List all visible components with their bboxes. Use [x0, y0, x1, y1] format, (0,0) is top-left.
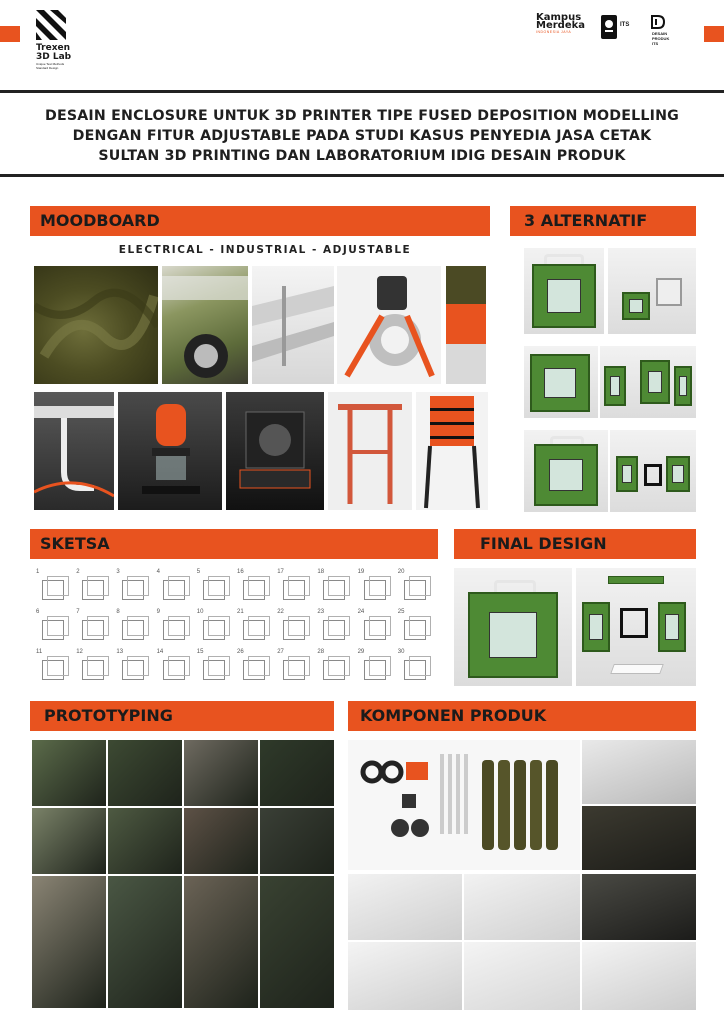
component-photo — [582, 806, 696, 870]
component-photo — [348, 874, 462, 940]
sketch-number: 28 — [317, 649, 325, 655]
sketch-cell — [114, 568, 154, 608]
sketch-drawing-offset — [168, 656, 190, 676]
title-rule-top — [0, 90, 724, 93]
sketch-cell — [155, 568, 195, 608]
sketch-drawing-offset — [409, 576, 431, 596]
sketch-cell — [235, 568, 275, 608]
header-accent-left — [0, 26, 20, 42]
prototyping-photo — [32, 808, 106, 874]
sketch-cell — [155, 608, 195, 648]
sketch-drawing-offset — [47, 616, 69, 636]
sketch-drawing-offset — [208, 576, 230, 596]
sketch-drawing-offset — [208, 616, 230, 636]
sketch-number: 12 — [76, 649, 83, 655]
sketch-drawing-offset — [248, 616, 270, 636]
sketch-number: 3 — [116, 569, 120, 575]
sketch-number: 29 — [357, 649, 365, 655]
component-photo — [464, 874, 580, 940]
sketch-drawing-offset — [248, 576, 270, 596]
desain-produk-line-3: ITS — [652, 41, 659, 46]
alternative-2-exploded-render — [600, 346, 696, 418]
color-swatch-olive — [446, 266, 486, 304]
final-design-heading: FINAL DESIGN — [480, 534, 607, 553]
sketch-grid — [34, 568, 436, 688]
sketch-number: 16 — [237, 569, 244, 575]
sketch-drawing-offset — [47, 656, 69, 676]
prototyping-photo — [260, 740, 334, 806]
sketch-drawing-offset — [127, 616, 149, 636]
sketch-cell — [34, 608, 74, 648]
sketch-drawing-offset — [87, 656, 109, 676]
sketch-cell — [356, 568, 396, 608]
sketch-drawing-offset — [369, 656, 391, 676]
sketch-drawing-offset — [288, 576, 310, 596]
sketch-cell — [195, 568, 235, 608]
sketch-number: 1 — [36, 569, 40, 575]
final-top-panel — [608, 576, 664, 584]
sketch-number: 19 — [357, 569, 365, 575]
prototyping-heading: PROTOTYPING — [44, 706, 173, 725]
alternative-3-exploded-render — [610, 430, 696, 512]
trexen-logo-mark-icon — [36, 10, 66, 40]
sketch-cell — [195, 608, 235, 648]
sketch-number: 9 — [156, 609, 160, 615]
sketch-drawing-offset — [409, 616, 431, 636]
sketch-drawing-offset — [328, 656, 350, 676]
moodboard-orange-device-photo — [118, 392, 222, 510]
kampus-merdeka-logo — [536, 14, 586, 34]
alt3-exploded-panel-b — [666, 456, 690, 492]
prototyping-photo — [108, 808, 182, 874]
sketch-cell — [315, 608, 355, 648]
sketch-number: 17 — [277, 569, 284, 575]
sketch-number: 30 — [397, 649, 405, 655]
sketch-number: 15 — [196, 649, 204, 655]
poster-title — [40, 106, 684, 166]
sketch-cell — [275, 648, 315, 688]
sketch-cell — [74, 608, 114, 648]
moodboard-heading: MOODBOARD — [40, 211, 160, 230]
sketch-number: 6 — [36, 609, 40, 615]
component-photo — [582, 874, 696, 940]
sketch-cell — [34, 568, 74, 608]
sketch-drawing-offset — [248, 656, 270, 676]
kampus-merdeka-line-2: Merdeka — [536, 20, 586, 31]
sketch-drawing-offset — [328, 616, 350, 636]
sketch-cell — [396, 568, 436, 608]
header-accent-right — [704, 26, 724, 42]
final-design-exploded-render — [576, 568, 696, 686]
desain-produk-line-1: DESAIN — [652, 31, 668, 36]
final-design-assembled-render — [454, 568, 572, 686]
title-line-3: SULTAN 3D PRINTING DAN LABORATORIUM IDIG DESAIN PRODUK — [98, 148, 626, 164]
dp-monogram-icon — [650, 14, 666, 30]
sketch-cell — [34, 648, 74, 688]
final-cube — [468, 592, 558, 678]
sketch-cell — [315, 648, 355, 688]
alt3-exploded-panel-a — [616, 456, 638, 492]
alt2-exploded-panel-c — [674, 366, 692, 406]
sketch-drawing-offset — [328, 576, 350, 596]
its-logo — [600, 14, 640, 44]
moodboard-vintage-car-photo — [162, 266, 248, 384]
lab-name-line-1: Trexen — [36, 43, 71, 53]
sketch-number: 4 — [156, 569, 160, 575]
sketch-cell — [275, 608, 315, 648]
desain-produk-logo — [650, 14, 686, 48]
prototyping-photo — [32, 740, 106, 806]
title-line-1: DESAIN ENCLOSURE UNTUK 3D PRINTER TIPE FUSED DEPOSITION MODELLING — [44, 108, 680, 124]
sketch-number: 11 — [36, 649, 43, 655]
alternative-3-assembled-render — [524, 430, 608, 512]
moodboard-ladder-photo — [416, 392, 488, 510]
prototyping-photo — [260, 876, 334, 1008]
alt1-cube — [532, 264, 596, 328]
sketch-drawing-offset — [168, 576, 190, 596]
final-side-panel-right — [658, 602, 686, 652]
alternative-2-assembled-render — [524, 346, 598, 418]
alt1-exploded-panel-b — [656, 278, 682, 306]
sketch-number: 5 — [196, 569, 201, 575]
sketch-drawing-offset — [288, 616, 310, 636]
sketch-number: 7 — [76, 609, 80, 615]
sketch-cell — [356, 608, 396, 648]
kampus-merdeka-line-3: INDONESIA JAYA — [536, 30, 572, 34]
sketch-number: 24 — [357, 609, 365, 615]
moodboard-keywords: ELECTRICAL - INDUSTRIAL - ADJUSTABLE — [118, 244, 412, 256]
sketch-drawing-offset — [288, 656, 310, 676]
lab-tagline: Unique Test Methods Standard Design — [36, 62, 65, 70]
sketch-number: 23 — [317, 609, 325, 615]
sketch-drawing-offset — [127, 656, 149, 676]
sketch-number: 22 — [277, 609, 284, 615]
sketch-cell — [396, 648, 436, 688]
prototyping-photo — [260, 808, 334, 874]
sketch-cell — [195, 648, 235, 688]
title-line-2: DENGAN FITUR ADJUSTABLE PADA STUDI KASUS PENYEDIA JASA CETAK — [72, 128, 652, 144]
prototyping-photo — [108, 876, 182, 1008]
moodboard-olive-fabric-photo — [34, 266, 158, 384]
its-emblem-icon — [600, 14, 618, 40]
alternative-1-assembled-render — [524, 248, 604, 334]
sketch-number: 10 — [196, 609, 204, 615]
kampus-merdeka-line-1: Kampus — [536, 12, 582, 23]
trexen-logo — [36, 10, 76, 70]
sketch-number: 18 — [317, 569, 325, 575]
sketch-drawing-offset — [168, 616, 190, 636]
sketch-cell — [114, 608, 154, 648]
sketch-drawing-offset — [87, 576, 109, 596]
sketch-drawing-offset — [369, 616, 391, 636]
prototyping-photo — [184, 808, 258, 874]
sketch-drawing-offset — [369, 576, 391, 596]
sketch-number: 25 — [397, 609, 405, 615]
color-swatch-orange — [446, 304, 486, 344]
sketch-number: 2 — [76, 569, 80, 575]
final-printer-frame — [620, 608, 648, 638]
sketch-drawing-offset — [208, 656, 230, 676]
sketch-cell — [114, 648, 154, 688]
alt2-exploded-panel-b — [640, 360, 670, 404]
sketch-cell — [356, 648, 396, 688]
alt3-printer-frame — [644, 464, 662, 486]
alt1-exploded-panel-a — [622, 292, 650, 320]
prototyping-photo-grid — [32, 740, 334, 1010]
desain-produk-line-2: PRODUK — [652, 36, 670, 41]
sketch-drawing-offset — [47, 576, 69, 596]
sketch-drawing-offset — [409, 656, 431, 676]
component-photo — [582, 942, 696, 1010]
title-rule-bottom — [0, 174, 724, 177]
its-label: ITS — [620, 22, 630, 28]
component-photo — [582, 740, 696, 804]
moodboard-cable-tray-photo — [252, 266, 334, 384]
sketch-cell — [235, 608, 275, 648]
alternative-1-exploded-render — [608, 248, 696, 334]
sketch-cell — [74, 568, 114, 608]
moodboard-cable-hook-photo — [34, 392, 114, 510]
prototyping-photo — [184, 740, 258, 806]
sketch-cell — [315, 568, 355, 608]
component-photo-grid — [348, 740, 696, 1010]
sketch-cell — [275, 568, 315, 608]
sketch-number: 26 — [237, 649, 244, 655]
prototyping-photo — [32, 876, 106, 1008]
sketch-cell — [235, 648, 275, 688]
sketch-number: 14 — [156, 649, 164, 655]
sketch-cell — [74, 648, 114, 688]
sketsa-heading: SKETSA — [40, 534, 110, 553]
prototyping-photo — [184, 876, 258, 1008]
alt3-cube — [534, 444, 598, 506]
component-photo — [348, 942, 462, 1010]
sketch-number: 8 — [116, 609, 120, 615]
sketch-drawing-offset — [127, 576, 149, 596]
alt2-exploded-panel-a — [604, 366, 626, 406]
moodboard-pc-case-photo — [226, 392, 324, 510]
prototyping-photo — [108, 740, 182, 806]
sketch-cell — [396, 608, 436, 648]
final-base-plate — [610, 664, 664, 674]
sketch-cell — [155, 648, 195, 688]
sketch-number: 21 — [237, 609, 244, 615]
lab-name-line-2: 3D Lab — [36, 52, 72, 62]
sketch-number: 27 — [277, 649, 284, 655]
moodboard-orange-clamp-photo — [337, 266, 441, 384]
sketch-number: 20 — [397, 569, 405, 575]
komponen-heading: KOMPONEN PRODUK — [360, 706, 547, 725]
alternatif-heading: 3 ALTERNATIF — [524, 211, 648, 230]
color-swatch-grey — [446, 344, 486, 384]
moodboard-red-trestle-photo — [328, 392, 412, 510]
sketch-number: 13 — [116, 649, 124, 655]
final-side-panel-left — [582, 602, 610, 652]
sketch-drawing-offset — [87, 616, 109, 636]
component-photo — [464, 942, 580, 1010]
alt2-cube — [530, 354, 590, 412]
